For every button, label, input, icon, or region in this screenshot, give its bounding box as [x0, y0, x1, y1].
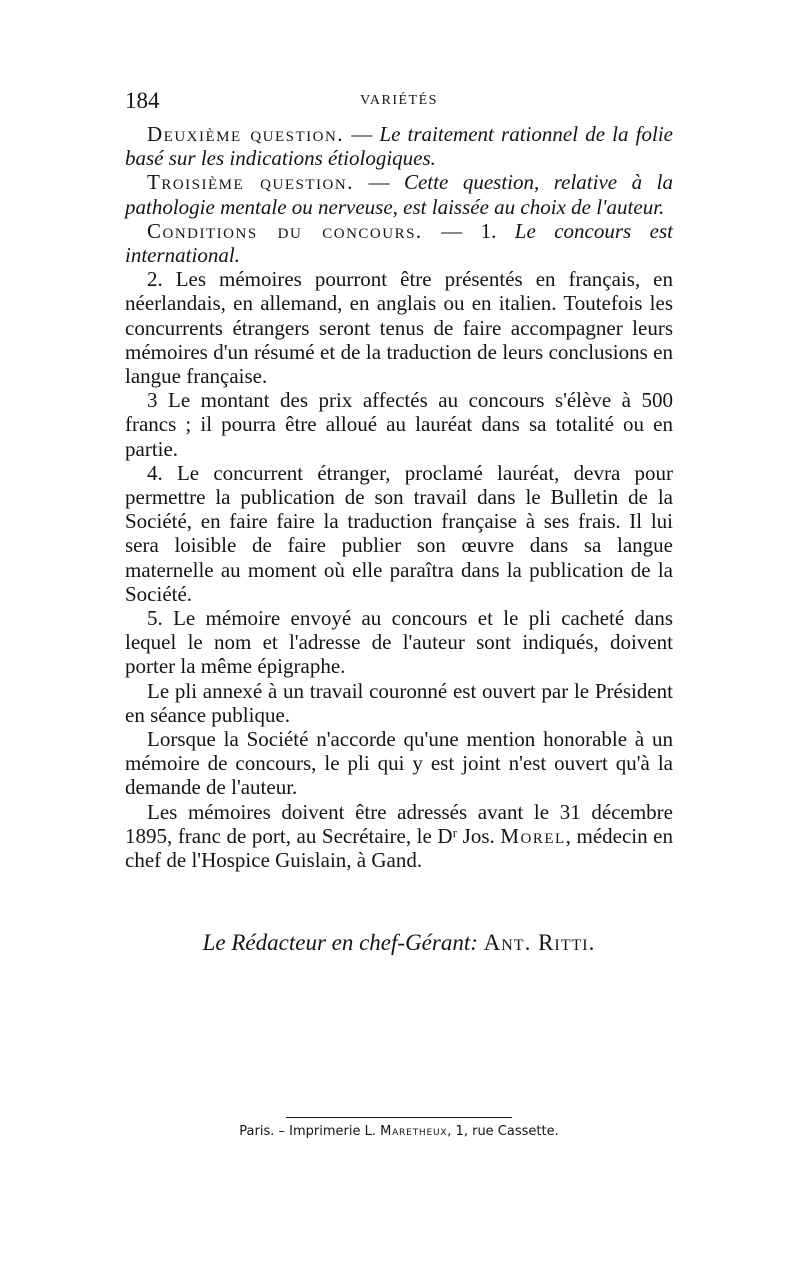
signature-line	[125, 930, 673, 956]
lead-separator: —	[353, 170, 404, 195]
paragraph-pli-annexe: Le pli annexé à un travail couronné est ouvert par le Président en séance publique.	[125, 678, 673, 727]
paragraph-adresse	[125, 800, 673, 873]
paragraph-mention-honorable: Lorsque la Société n'accorde qu'une mention honorable à un mémoire de concours, le pli qui y est joint n'est ouvert qu'à la demande de l'auteur.	[125, 727, 673, 800]
paragraph-text: Le traitement rationnel de la folie basé sur les indications étiologiques.	[125, 122, 673, 171]
paragraph-deuxieme-question	[125, 122, 673, 170]
paragraph-conditions	[125, 219, 673, 267]
paragraph-text: Le concours est international.	[125, 218, 673, 268]
paragraph-condition-3: 3 Le montant des prix affectés au concours s'élève à 500 francs ; il pourra être alloué au lauréat dans sa totalité ou en partie.	[125, 388, 673, 461]
printer-name: Maretheux	[380, 1124, 448, 1139]
imprint-divider	[286, 1117, 512, 1118]
lead-separator: —	[422, 218, 481, 243]
paragraph-condition-5: 5. Le mémoire envoyé au concours et le pli cacheté dans lequel le nom et l'adresse de l'auteur sont indiqués, doivent porter la même épigraphe.	[125, 606, 673, 679]
body-text	[125, 122, 673, 872]
section-lead: Conditions du concours.	[147, 218, 423, 243]
paragraph-text: Cette question, relative à la pathologie mentale ou nerveuse, est laissée au choix de l'auteur.	[125, 170, 673, 219]
imprint-text: , 1, rue Cassette.	[447, 1124, 559, 1139]
page-header	[125, 88, 673, 118]
section-lead: Deuxième question.	[147, 122, 345, 146]
secretary-name: Morel	[500, 823, 566, 848]
section-lead: Troisième question.	[147, 170, 354, 195]
paragraph-troisieme-question	[125, 170, 673, 218]
signature-role: Le Rédacteur en chef-Gérant:	[202, 930, 478, 955]
paragraph-condition-2: 2. Les mémoires pourront être présentés en français, en néerlandais, en allemand, en anglais ou en italien. Toutefois les concurrents étrangers seront tenus de faire accompagner leurs mémoires d'un résumé et de la traduction de leurs conclusions en langue française.	[125, 267, 673, 389]
running-head: VARIÉTÉS	[360, 93, 438, 108]
page-number: 184	[125, 88, 160, 113]
printer-imprint	[125, 1124, 673, 1139]
paragraph-text: , médecin en chef de l'Hospice Guislain, à Gand.	[125, 823, 673, 873]
condition-number: 1.	[480, 218, 515, 243]
paragraph-condition-4: 4. Le concurrent étranger, proclamé lauréat, devra pour permettre la publication de son travail dans le Bulletin de la Société, en faire faire la traduction française à ses frais. Il lui sera loisible de faire publier son œuvre dans sa langue maternelle au moment où elle paraîtra dans la publication de la Société.	[125, 460, 673, 606]
lead-separator: —	[344, 122, 380, 146]
imprint-text: Paris. – Imprimerie L.	[239, 1124, 381, 1139]
signature-name: Ant. Ritti.	[483, 930, 596, 955]
paragraph-text: Les mémoires doivent être adressés avant le 31 décembre 1895, franc de port, au Secrétaire, le Dʳ Jos.	[125, 799, 673, 848]
